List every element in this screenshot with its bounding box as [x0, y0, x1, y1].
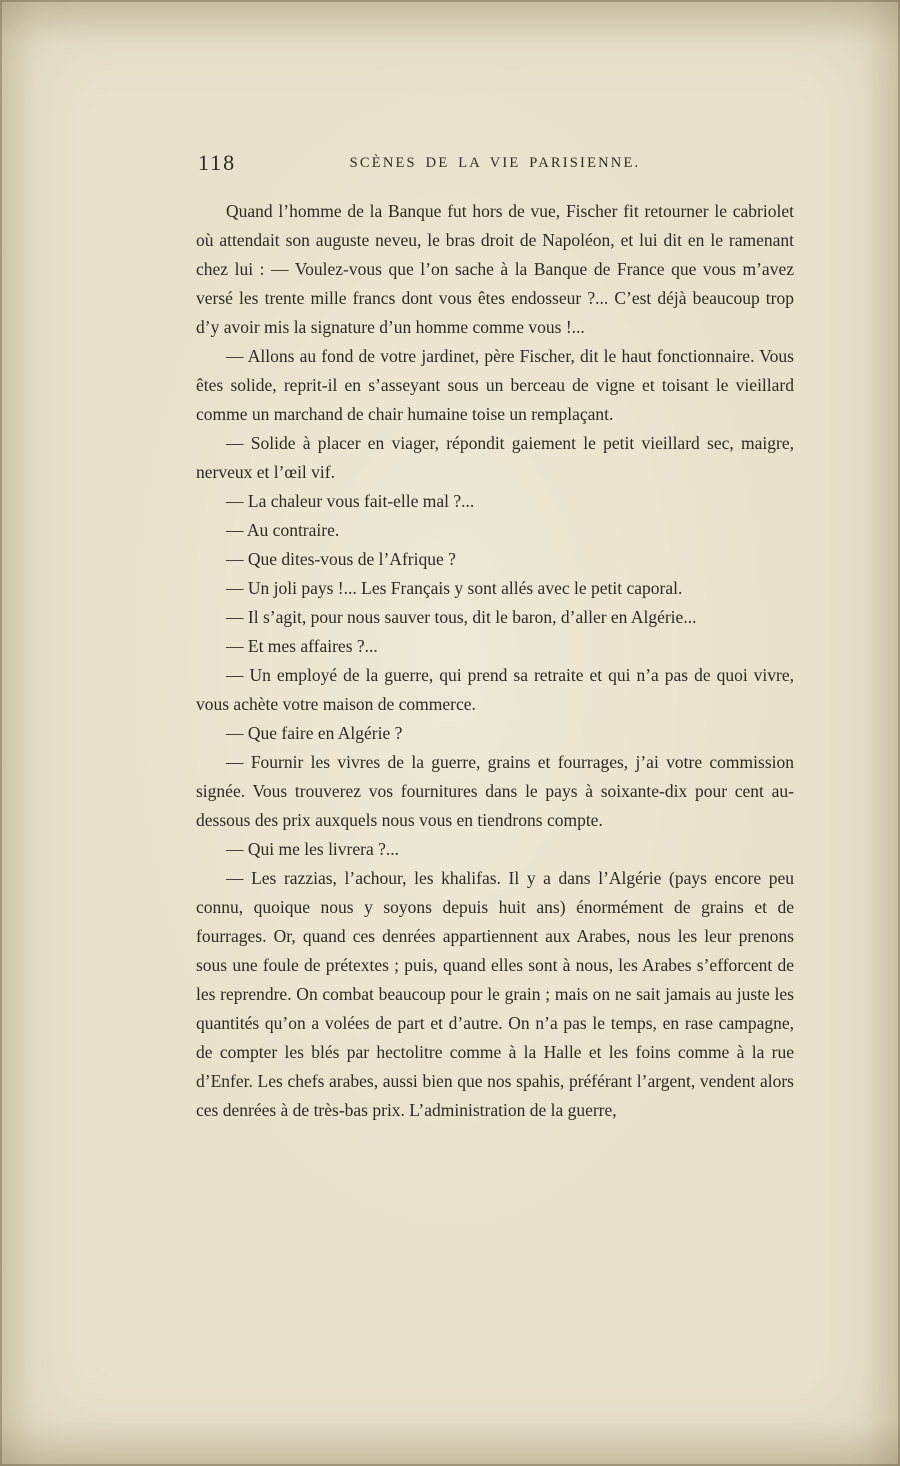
paragraph: — Solide à placer en viager, répondit gaiement le petit vieillard sec, maigre, nerveux et l’œil vif.	[196, 433, 794, 482]
paragraph: Quand l’homme de la Banque fut hors de vue, Fischer fit retourner le cabriolet où attendait son auguste neveu, le bras droit de Napoléon, et lui dit en le ramenant chez lui : — Voulez-vous que l’on sache à la Banque de France que vous m’avez versé les trente mille francs dont vous êtes endosseur ?... C’est déjà beaucoup trop d’y avoir mis la signature d’un homme comme vous !...	[196, 201, 794, 337]
paragraph: — Un employé de la guerre, qui prend sa retraite et qui n’a pas de quoi vivre, vous achète votre maison de commerce.	[196, 665, 794, 714]
paragraph: — Que dites-vous de l’Afrique ?	[226, 549, 456, 569]
running-title: SCÈNES DE LA VIE PARISIENNE.	[349, 155, 641, 171]
paragraph: — Que faire en Algérie ?	[226, 723, 403, 743]
page-header	[196, 150, 794, 184]
paragraph: — Au contraire.	[226, 520, 340, 540]
paragraph: — Allons au fond de votre jardinet, père Fischer, dit le haut fonctionnaire. Vous êtes solide, reprit-il en s’asseyant sous un berceau de vigne et toisant le vieillard comme un marchand de chair humaine toise un remplaçant.	[196, 346, 794, 424]
paragraph: — Un joli pays !... Les Français y sont allés avec le petit caporal.	[226, 578, 683, 598]
paragraph: — Fournir les vivres de la guerre, grains et fourrages, j’ai votre commission signée. Vous trouverez vos fournitures dans le pays à soixante-dix pour cent au-dessous des prix auxquels nous vous en tiendrons compte.	[196, 752, 794, 830]
paragraph: — Les razzias, l’achour, les khalifas. Il y a dans l’Algérie (pays encore peu connu, quoique nous y soyons depuis huit ans) énormément de grains et de fourrages. Or, quand ces denrées appartiennent aux Arabes, nous les leur prenons sous une foule de prétextes ; puis, quand elles sont à nous, les Arabes s’efforcent de les reprendre. On combat beaucoup pour le grain ; mais on ne sait jamais au juste les quantités qu’on a volées de part et d’autre. On n’a pas le temps, en rase campagne, de compter les blés par hectolitre comme à la Halle et les foins comme à la rue d’Enfer. Les chefs arabes, aussi bien que nos spahis, préférant l’argent, vendent alors ces denrées à de très-bas prix. L’administration de la guerre,	[196, 868, 794, 1120]
paragraph: — La chaleur vous fait-elle mal ?...	[226, 491, 475, 511]
paragraph: — Qui me les livrera ?...	[226, 839, 400, 859]
page-body	[196, 197, 794, 1125]
paragraph: — Il s’agit, pour nous sauver tous, dit le baron, d’aller en Algérie...	[226, 607, 697, 627]
page-number: 118	[198, 150, 237, 175]
paragraph: — Et mes affaires ?...	[226, 636, 378, 656]
text-block	[196, 150, 794, 1125]
